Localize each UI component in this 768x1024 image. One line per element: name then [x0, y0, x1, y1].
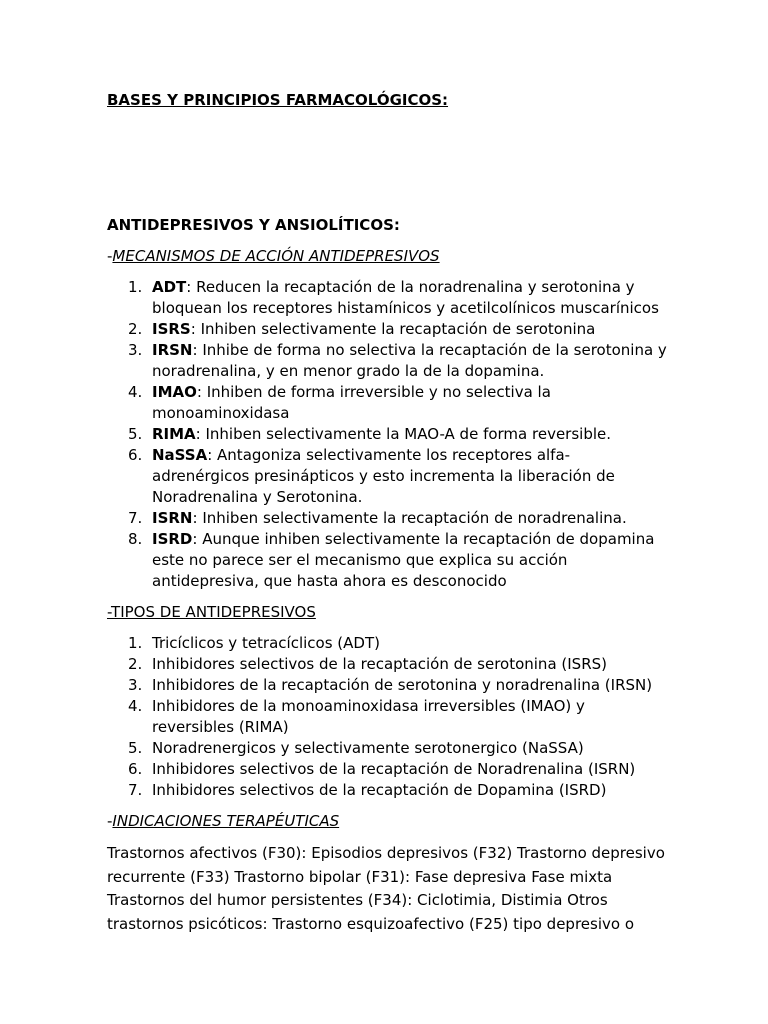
mechanisms-heading: [107, 246, 667, 267]
mechanism-term: IMAO: [152, 383, 197, 401]
list-number: 5.: [128, 739, 143, 757]
list-number: 7.: [128, 781, 143, 799]
main-title: BASES Y PRINCIPIOS FARMACOLÓGICOS:: [107, 91, 449, 109]
list-number: 5.: [128, 425, 143, 443]
indications-heading-prefix: -: [107, 812, 113, 830]
mechanism-term: IRSN: [152, 341, 193, 359]
type-text: Inhibidores selectivos de la recaptación de Noradrenalina (ISRN): [152, 760, 636, 778]
mechanism-item: [128, 319, 667, 340]
type-item: [128, 696, 667, 738]
list-number: 4.: [128, 697, 143, 715]
mechanism-text: : Inhiben selectivamente la recaptación de noradrenalina.: [192, 509, 627, 527]
mechanisms-heading-text: MECANISMOS DE ACCIÓN ANTIDEPRESIVOS: [112, 247, 440, 265]
types-heading-text: -TIPOS DE ANTIDEPRESIVOS: [107, 603, 316, 621]
mechanisms-heading-prefix: -: [107, 247, 113, 265]
mechanism-item: [128, 529, 667, 592]
indications-heading: [107, 811, 667, 832]
section-title: ANTIDEPRESIVOS Y ANSIOLÍTICOS:: [107, 216, 400, 234]
mechanism-term: RIMA: [152, 425, 196, 443]
mechanism-term: ADT: [152, 278, 187, 296]
mechanism-term: ISRS: [152, 320, 191, 338]
mechanism-item: [128, 382, 667, 424]
list-number: 2.: [128, 655, 143, 673]
mechanism-text: : Reducen la recaptación de la noradrenalina y serotonina y bloquean los receptores histamínicos y acetilcolínicos muscarínicos: [152, 278, 659, 317]
list-number: 4.: [128, 383, 143, 401]
list-number: 8.: [128, 530, 143, 548]
type-item: [128, 759, 667, 780]
list-number: 3.: [128, 676, 143, 694]
type-text: Inhibidores selectivos de la recaptación de serotonina (ISRS): [152, 655, 607, 673]
list-number: 3.: [128, 341, 143, 359]
mechanism-term: ISRN: [152, 509, 193, 527]
type-item: [128, 780, 667, 801]
mechanism-item: [128, 340, 667, 382]
type-item: [128, 738, 667, 759]
type-item: [128, 675, 667, 696]
list-number: 1.: [128, 634, 143, 652]
mechanism-text: : Inhiben selectivamente la MAO-A de forma reversible.: [195, 425, 612, 443]
list-number: 1.: [128, 278, 143, 296]
mechanism-text: : Aunque inhiben selectivamente la recaptación de dopamina este no parece ser el mecanismo que explica su acción antidepresiva, que hasta ahora es desconocido: [152, 530, 655, 590]
mechanism-text: : Inhiben selectivamente la recaptación de serotonina: [190, 320, 596, 338]
mechanism-term: NaSSA: [152, 446, 208, 464]
mechanism-item: [128, 508, 667, 529]
document-page: [107, 90, 667, 936]
mechanism-term: ISRD: [152, 530, 193, 548]
types-list: [107, 633, 667, 801]
type-text: Noradrenergicos y selectivamente serotonergico (NaSSA): [152, 739, 584, 757]
indications-paragraph: Trastornos afectivos (F30): Episodios depresivos (F32) Trastorno depresivo recurrente (F33) Trastorno bipolar (F31): Fase depresiva Fase mixta Trastornos del humor persistentes (F34): Ciclotimia, Distimia Otros trastornos psicóticos: Trastorno esquizoafectivo (F25) tipo depresivo o: [107, 844, 665, 933]
types-heading: [107, 602, 667, 623]
indications-heading-text: INDICACIONES TERAPÉUTICAS: [112, 812, 340, 830]
list-number: 6.: [128, 760, 143, 778]
mechanism-item: [128, 424, 667, 445]
type-item: [128, 654, 667, 675]
list-number: 7.: [128, 509, 143, 527]
list-number: 6.: [128, 446, 143, 464]
type-text: Inhibidores de la recaptación de serotonina y noradrenalina (IRSN): [152, 676, 653, 694]
type-text: Inhibidores selectivos de la recaptación de Dopamina (ISRD): [152, 781, 607, 799]
mechanism-text: : Inhibe de forma no selectiva la recaptación de la serotonina y noradrenalina, y en menor grado la de la dopamina.: [152, 341, 667, 380]
type-text: Inhibidores de la monoaminoxidasa irreversibles (IMAO) y reversibles (RIMA): [152, 697, 585, 736]
mechanism-text: : Antagoniza selectivamente los receptores alfa-adrenérgicos presinápticos y esto incrementa la liberación de Noradrenalina y Serotonina.: [152, 446, 615, 506]
mechanisms-list: [107, 277, 667, 592]
type-item: [128, 633, 667, 654]
mechanism-item: [128, 277, 667, 319]
list-number: 2.: [128, 320, 143, 338]
mechanism-item: [128, 445, 667, 508]
type-text: Tricíclicos y tetracíclicos (ADT): [152, 634, 380, 652]
mechanism-text: : Inhiben de forma irreversible y no selectiva la monoaminoxidasa: [152, 383, 551, 422]
